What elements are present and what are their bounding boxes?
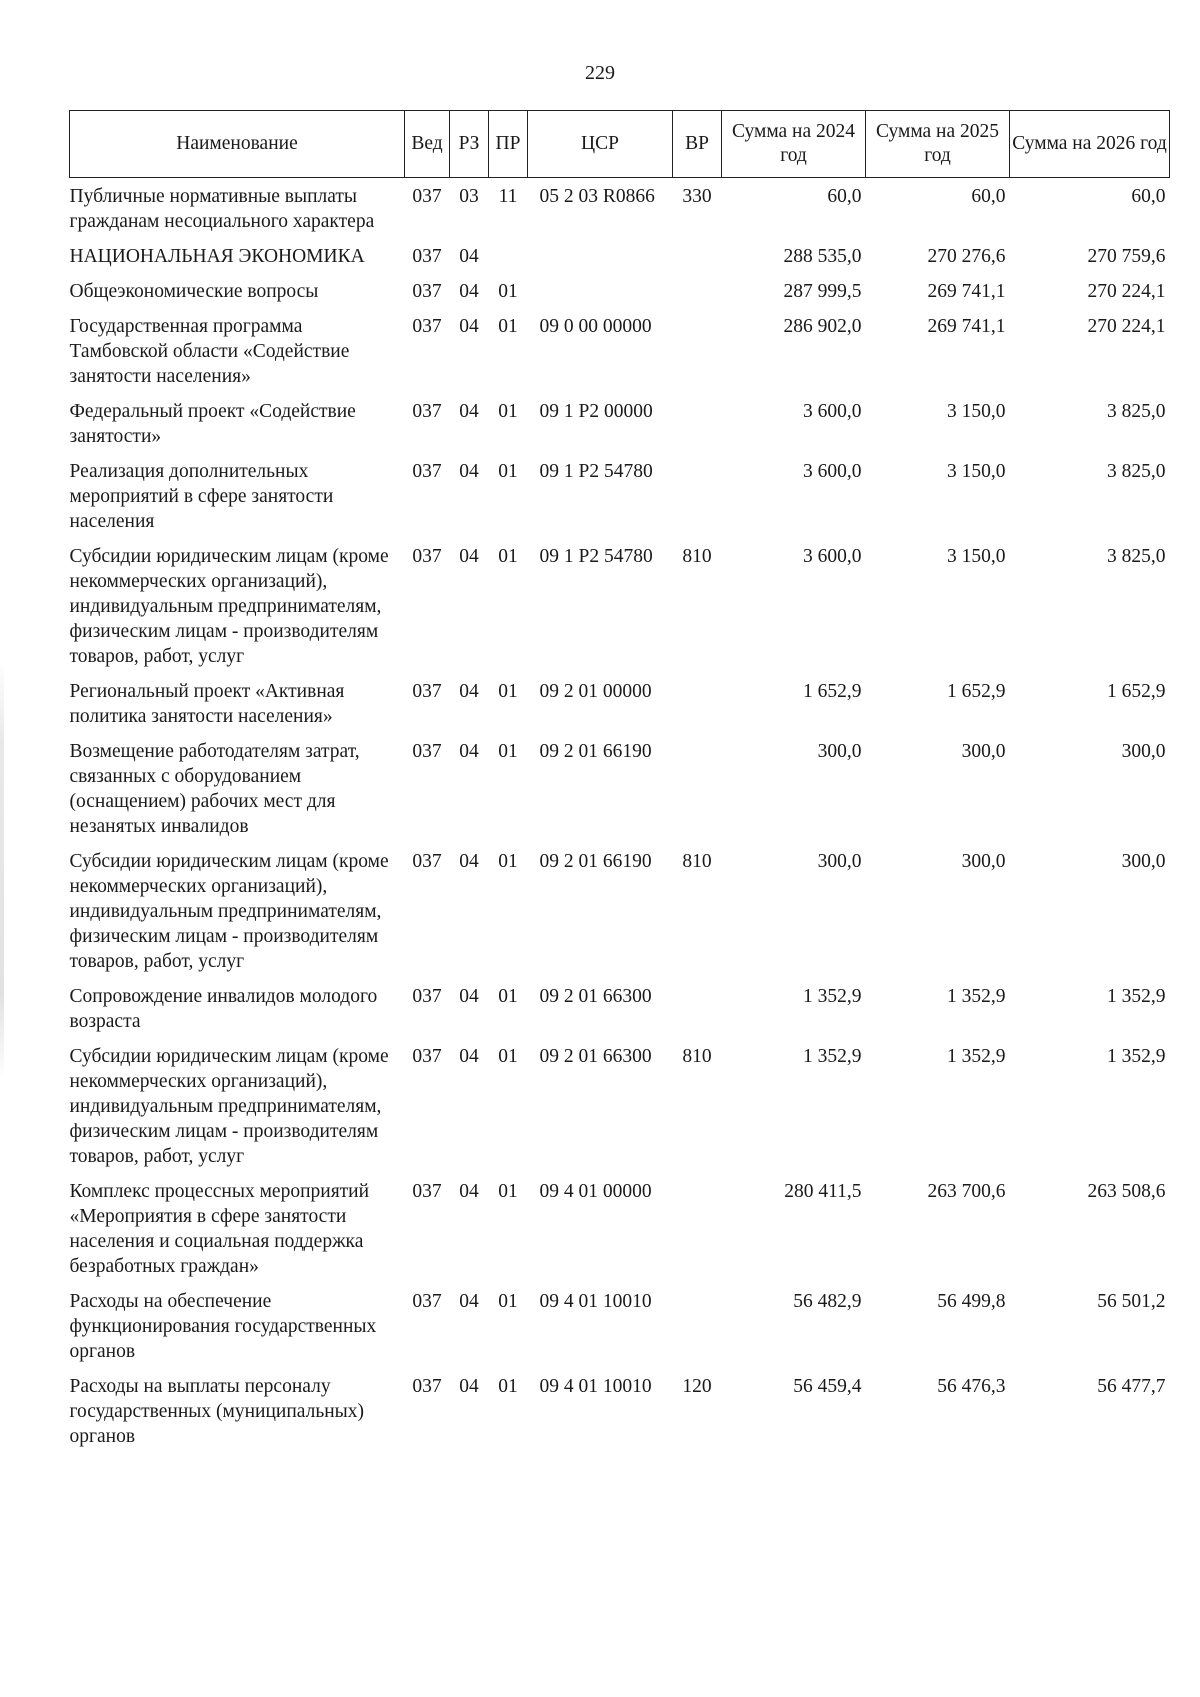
cell-ved: 037 xyxy=(412,1181,442,1202)
cell-sum-2026: 270 759,6 xyxy=(1087,246,1166,267)
cell-sum-2026: 60,0 xyxy=(1131,186,1166,207)
cell-csr: 05 2 03 R0866 xyxy=(539,186,655,207)
cell-rz: 04 xyxy=(459,986,479,1007)
cell-rz: 04 xyxy=(459,681,479,702)
cell-name: Расходы на выплаты персоналу государственных (муниципальных) органов xyxy=(69,1376,365,1447)
cell-sum-2024: 1 652,9 xyxy=(803,681,862,702)
cell-rz: 03 xyxy=(459,186,479,207)
table-row xyxy=(70,238,1170,273)
cell-sum-2026: 300,0 xyxy=(1121,741,1166,762)
table-row xyxy=(70,673,1170,733)
cell-csr xyxy=(528,238,673,273)
cell-ved: 037 xyxy=(412,401,442,422)
table-row xyxy=(70,1173,1170,1283)
table-row xyxy=(70,733,1170,843)
table-row xyxy=(70,308,1170,393)
cell-pr: 01 xyxy=(498,681,518,702)
cell-name: Публичные нормативные выплаты гражданам несоциального характера xyxy=(69,186,375,232)
cell-sum-2025: 270 276,6 xyxy=(927,246,1006,267)
cell-name: Региональный проект «Активная политика занятости населения» xyxy=(69,681,345,727)
cell-sum-2025: 269 741,1 xyxy=(927,316,1006,337)
cell-sum-2026: 3 825,0 xyxy=(1107,461,1166,482)
cell-sum-2026: 1 352,9 xyxy=(1107,986,1166,1007)
cell-ved: 037 xyxy=(412,851,442,872)
cell-pr: 01 xyxy=(498,316,518,337)
cell-csr: 09 1 Р2 54780 xyxy=(539,461,653,482)
cell-vr xyxy=(673,308,722,393)
table-header-row xyxy=(70,111,1170,178)
header-sum-2025: Сумма на 2025 год xyxy=(866,111,1010,178)
cell-name: Комплекс процессных мероприятий «Мероприятия в сфере занятости населения и социальная поддержка безработных граждан» xyxy=(69,1181,370,1277)
cell-pr: 01 xyxy=(498,1376,518,1397)
cell-sum-2025: 3 150,0 xyxy=(947,546,1006,567)
table-row xyxy=(70,453,1170,538)
cell-name: Субсидии юридическим лицам (кроме некоммерческих организаций), индивидуальным предпринимателям, физическим лицам - производителям товаров, работ, услуг xyxy=(69,1046,389,1167)
cell-sum-2026: 270 224,1 xyxy=(1087,281,1166,302)
cell-sum-2024: 300,0 xyxy=(817,851,862,872)
cell-vr xyxy=(673,673,722,733)
cell-ved: 037 xyxy=(412,681,442,702)
cell-pr: 01 xyxy=(498,741,518,762)
cell-ved: 037 xyxy=(412,1376,442,1397)
cell-csr: 09 4 01 10010 xyxy=(539,1291,652,1312)
cell-pr: 01 xyxy=(498,1046,518,1067)
cell-pr: 01 xyxy=(498,851,518,872)
cell-name: Возмещение работодателям затрат, связанных с оборудованием (оснащением) рабочих мест для незанятых инвалидов xyxy=(69,741,360,837)
cell-sum-2025: 60,0 xyxy=(971,186,1006,207)
cell-vr xyxy=(673,1173,722,1283)
cell-name: Федеральный проект «Содействие занятости» xyxy=(69,401,356,447)
cell-sum-2026: 1 352,9 xyxy=(1107,1046,1166,1067)
cell-rz: 04 xyxy=(459,461,479,482)
header-sum-2026: Сумма на 2026 год xyxy=(1010,111,1170,178)
header-pr: ПР xyxy=(489,111,528,178)
cell-sum-2024: 300,0 xyxy=(817,741,862,762)
cell-name: Расходы на обеспечение функционирования государственных органов xyxy=(69,1291,377,1362)
cell-pr: 01 xyxy=(498,546,518,567)
cell-csr: 09 2 01 66190 xyxy=(539,741,652,762)
cell-ved: 037 xyxy=(412,246,442,267)
cell-name: Общеэкономические вопросы xyxy=(69,281,319,302)
page-number: 229 xyxy=(585,62,615,84)
budget-table xyxy=(69,110,1170,1453)
cell-csr: 09 4 01 10010 xyxy=(539,1376,652,1397)
cell-ved: 037 xyxy=(412,741,442,762)
cell-vr xyxy=(673,1283,722,1368)
cell-vr xyxy=(673,238,722,273)
cell-ved: 037 xyxy=(412,186,442,207)
cell-ved: 037 xyxy=(412,316,442,337)
scan-edge-artifact xyxy=(0,660,4,1080)
cell-sum-2025: 300,0 xyxy=(961,741,1006,762)
cell-vr: 330 xyxy=(682,186,712,207)
cell-sum-2024: 287 999,5 xyxy=(783,281,862,302)
cell-name: Субсидии юридическим лицам (кроме некоммерческих организаций), индивидуальным предпринимателям, физическим лицам - производителям товаров, работ, услуг xyxy=(69,546,389,667)
cell-sum-2024: 3 600,0 xyxy=(803,546,862,567)
cell-ved: 037 xyxy=(412,1046,442,1067)
cell-rz: 04 xyxy=(459,741,479,762)
cell-sum-2025: 263 700,6 xyxy=(927,1181,1006,1202)
cell-sum-2025: 269 741,1 xyxy=(927,281,1006,302)
cell-name: Государственная программа Тамбовской области «Содействие занятости населения» xyxy=(69,316,350,387)
cell-pr: 01 xyxy=(498,401,518,422)
table-row xyxy=(70,978,1170,1038)
cell-sum-2024: 3 600,0 xyxy=(803,461,862,482)
cell-sum-2024: 56 482,9 xyxy=(793,1291,862,1312)
table-row xyxy=(70,843,1170,978)
cell-sum-2025: 1 652,9 xyxy=(947,681,1006,702)
table-row xyxy=(70,178,1170,239)
cell-ved: 037 xyxy=(412,546,442,567)
cell-rz: 04 xyxy=(459,1291,479,1312)
table-row xyxy=(70,538,1170,673)
cell-csr: 09 1 Р2 54780 xyxy=(539,546,653,567)
cell-rz: 04 xyxy=(459,1046,479,1067)
cell-csr: 09 2 01 66300 xyxy=(539,1046,652,1067)
cell-rz: 04 xyxy=(459,246,479,267)
cell-pr: 11 xyxy=(498,186,518,207)
cell-pr: 01 xyxy=(498,1291,518,1312)
cell-csr: 09 2 01 66300 xyxy=(539,986,652,1007)
cell-ved: 037 xyxy=(412,986,442,1007)
cell-sum-2025: 3 150,0 xyxy=(947,401,1006,422)
cell-ved: 037 xyxy=(412,281,442,302)
cell-sum-2024: 60,0 xyxy=(827,186,862,207)
cell-sum-2026: 270 224,1 xyxy=(1087,316,1166,337)
cell-sum-2025: 56 476,3 xyxy=(937,1376,1006,1397)
cell-vr: 810 xyxy=(682,546,712,567)
header-vr: ВР xyxy=(673,111,722,178)
header-sum-2024: Сумма на 2024 год xyxy=(722,111,866,178)
cell-csr: 09 4 01 00000 xyxy=(539,1181,652,1202)
cell-sum-2025: 1 352,9 xyxy=(947,986,1006,1007)
cell-csr: 09 2 01 66190 xyxy=(539,851,652,872)
cell-sum-2024: 1 352,9 xyxy=(803,1046,862,1067)
cell-sum-2026: 3 825,0 xyxy=(1107,546,1166,567)
cell-vr xyxy=(673,733,722,843)
cell-sum-2024: 288 535,0 xyxy=(783,246,862,267)
cell-rz: 04 xyxy=(459,316,479,337)
header-name: Наименование xyxy=(70,111,405,178)
cell-pr: 01 xyxy=(498,281,518,302)
cell-ved: 037 xyxy=(412,1291,442,1312)
cell-name: НАЦИОНАЛЬНАЯ ЭКОНОМИКА xyxy=(69,246,365,267)
header-rz: РЗ xyxy=(450,111,489,178)
cell-vr: 120 xyxy=(682,1376,712,1397)
cell-pr: 01 xyxy=(498,1181,518,1202)
cell-name: Сопровождение инвалидов молодого возраста xyxy=(69,986,378,1032)
cell-rz: 04 xyxy=(459,1181,479,1202)
cell-pr: 01 xyxy=(498,986,518,1007)
cell-sum-2025: 300,0 xyxy=(961,851,1006,872)
cell-sum-2026: 1 652,9 xyxy=(1107,681,1166,702)
cell-rz: 04 xyxy=(459,401,479,422)
cell-vr xyxy=(673,978,722,1038)
cell-vr xyxy=(673,273,722,308)
cell-vr: 810 xyxy=(682,1046,712,1067)
cell-rz: 04 xyxy=(459,546,479,567)
cell-pr: 01 xyxy=(498,461,518,482)
table-row xyxy=(70,1038,1170,1173)
header-csr: ЦСР xyxy=(528,111,673,178)
cell-vr: 810 xyxy=(682,851,712,872)
cell-sum-2026: 56 477,7 xyxy=(1097,1376,1166,1397)
cell-sum-2026: 3 825,0 xyxy=(1107,401,1166,422)
cell-csr: 09 1 Р2 00000 xyxy=(539,401,653,422)
table-row xyxy=(70,273,1170,308)
cell-rz: 04 xyxy=(459,851,479,872)
cell-vr xyxy=(673,453,722,538)
cell-sum-2024: 286 902,0 xyxy=(783,316,862,337)
cell-rz: 04 xyxy=(459,1376,479,1397)
cell-name: Реализация дополнительных мероприятий в сфере занятости населения xyxy=(69,461,334,532)
cell-csr xyxy=(528,273,673,308)
cell-sum-2025: 1 352,9 xyxy=(947,1046,1006,1067)
cell-sum-2024: 280 411,5 xyxy=(784,1181,862,1202)
cell-sum-2024: 3 600,0 xyxy=(803,401,862,422)
table-row xyxy=(70,1368,1170,1453)
cell-sum-2025: 56 499,8 xyxy=(937,1291,1006,1312)
header-ved: Вед xyxy=(405,111,450,178)
cell-sum-2026: 263 508,6 xyxy=(1087,1181,1166,1202)
cell-csr: 09 2 01 00000 xyxy=(539,681,652,702)
cell-vr xyxy=(673,393,722,453)
cell-sum-2026: 300,0 xyxy=(1121,851,1166,872)
cell-sum-2024: 1 352,9 xyxy=(803,986,862,1007)
cell-pr xyxy=(489,238,528,273)
cell-sum-2025: 3 150,0 xyxy=(947,461,1006,482)
cell-ved: 037 xyxy=(412,461,442,482)
cell-rz: 04 xyxy=(459,281,479,302)
cell-name: Субсидии юридическим лицам (кроме некоммерческих организаций), индивидуальным предпринимателям, физическим лицам - производителям товаров, работ, услуг xyxy=(69,851,389,972)
table-row xyxy=(70,1283,1170,1368)
cell-sum-2024: 56 459,4 xyxy=(793,1376,862,1397)
table-row xyxy=(70,393,1170,453)
cell-csr: 09 0 00 00000 xyxy=(539,316,652,337)
cell-sum-2026: 56 501,2 xyxy=(1097,1291,1166,1312)
